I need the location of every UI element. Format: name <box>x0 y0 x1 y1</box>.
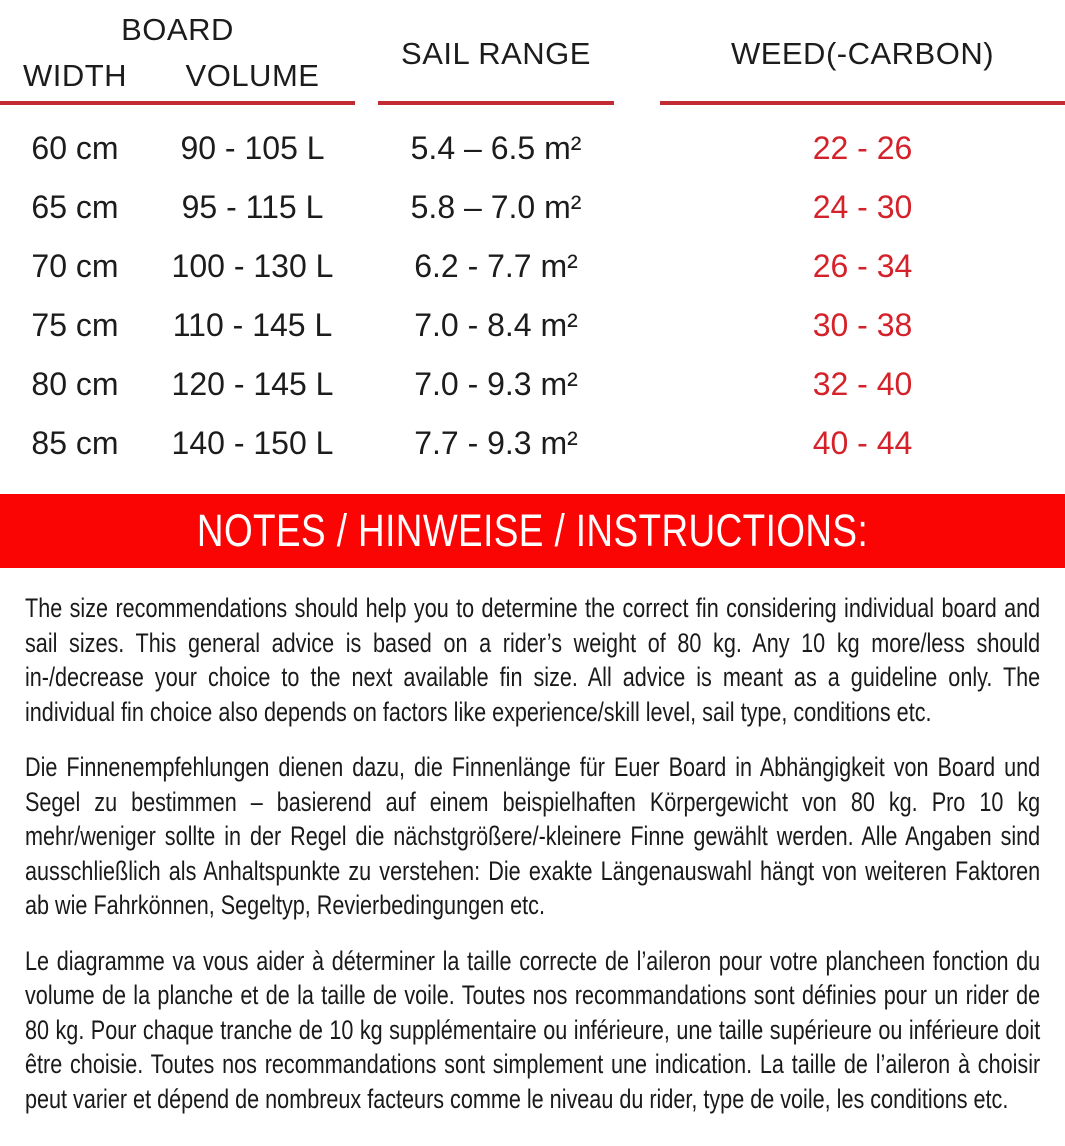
weed-size-cell: 32 - 40 <box>812 366 913 402</box>
table-row <box>0 119 1065 178</box>
weed-size-cell: 26 - 34 <box>812 248 913 284</box>
notes-english: The size recommendations should help you to determine the correct fin considering individual board and sail sizes. This general advice is based on a rider’s weight of 80 kg. Any 10 kg more/less should in-/decrease your choice to the next available fin size. All advice is meant as a guideline only. The individual fin choice also depends on factors like experience/skill level, sail type, conditions etc. <box>25 593 1041 727</box>
width-cell: 75 cm <box>31 307 119 343</box>
width-cell: 85 cm <box>31 425 119 461</box>
volume-cell: 100 - 130 L <box>171 248 334 284</box>
volume-cell: 140 - 150 L <box>171 425 334 461</box>
table-body <box>0 119 1065 473</box>
volume-cell: 120 - 145 L <box>171 366 334 402</box>
sail-range-cell: 6.2 - 7.7 m² <box>414 248 578 284</box>
header-weed-carbon: WEED(-CARBON) <box>730 35 995 71</box>
weed-size-cell: 22 - 26 <box>812 130 913 166</box>
sail-range-cell: 7.0 - 8.4 m² <box>414 307 578 343</box>
banner-title: NOTES / HINWEISE / INSTRUCTIONS: <box>196 505 869 556</box>
notes-text-block <box>25 591 1040 1116</box>
header-width: WIDTH <box>22 57 128 93</box>
sail-range-cell: 7.0 - 9.3 m² <box>414 366 578 402</box>
weed-size-cell: 24 - 30 <box>812 189 913 225</box>
header-underline-weed <box>660 101 1065 105</box>
notes-banner <box>0 494 1065 568</box>
width-cell: 70 cm <box>31 248 119 284</box>
notes-section <box>0 568 1065 1137</box>
weed-size-cell: 40 - 44 <box>812 425 913 461</box>
header-sail-range: SAIL RANGE <box>401 35 591 71</box>
volume-cell: 90 - 105 L <box>180 130 325 166</box>
header-underline-board <box>0 101 355 105</box>
sail-range-cell: 5.8 – 7.0 m² <box>410 189 582 225</box>
table-row <box>0 178 1065 237</box>
header-underline-sail-range <box>378 101 614 105</box>
notes-german: Die Finnenempfehlungen dienen dazu, die Finnenlänge für Euer Board in Abhängigkeit von Board und Segel zu bestimmen – basierend auf einem beispielhaften Körpergewicht von 80 kg. Pro 10 kg mehr/weniger sollte in der Regel die nächstgrößere/-kleinere Finne gewählt werden. Alle Angaben sind ausschließlich als Anhaltspunkte zu verstehen: Die exakte Längenauswahl hängt von weiteren Faktoren ab wie Fahrkönnen, Segeltyp, Revierbedingungen etc. <box>25 752 1041 920</box>
header-volume: VOLUME <box>185 57 320 93</box>
sail-range-cell: 7.7 - 9.3 m² <box>414 425 578 461</box>
width-cell: 65 cm <box>31 189 119 225</box>
volume-cell: 95 - 115 L <box>181 189 324 225</box>
table-row <box>0 355 1065 414</box>
fin-size-table <box>0 0 1065 473</box>
notes-french: Le diagramme va vous aider à déterminer la taille correcte de l’aileron pour votre plancheen fonction du volume de la planche et de la taille de voile. Toutes nos recommandations sont définies pour un rider de 80 kg. Pour chaque tranche de 10 kg supplémentaire ou inférieure, une taille supérieure ou inférieure doit être choisie. Toutes nos recommandations sont simplement une indication. La taille de l’aileron à choisir peut varier et dépend de nombreux facteurs comme le niveau du rider, type de voile, les conditions etc. <box>25 945 1041 1114</box>
table-row <box>0 237 1065 296</box>
sail-range-cell: 5.4 – 6.5 m² <box>410 130 582 166</box>
header-board: BOARD <box>121 12 234 47</box>
table-header <box>0 8 1065 105</box>
width-cell: 60 cm <box>31 130 119 166</box>
weed-size-cell: 30 - 38 <box>812 307 913 343</box>
table-row <box>0 296 1065 355</box>
width-cell: 80 cm <box>31 366 119 402</box>
volume-cell: 110 - 145 L <box>172 307 333 343</box>
table-row <box>0 414 1065 473</box>
